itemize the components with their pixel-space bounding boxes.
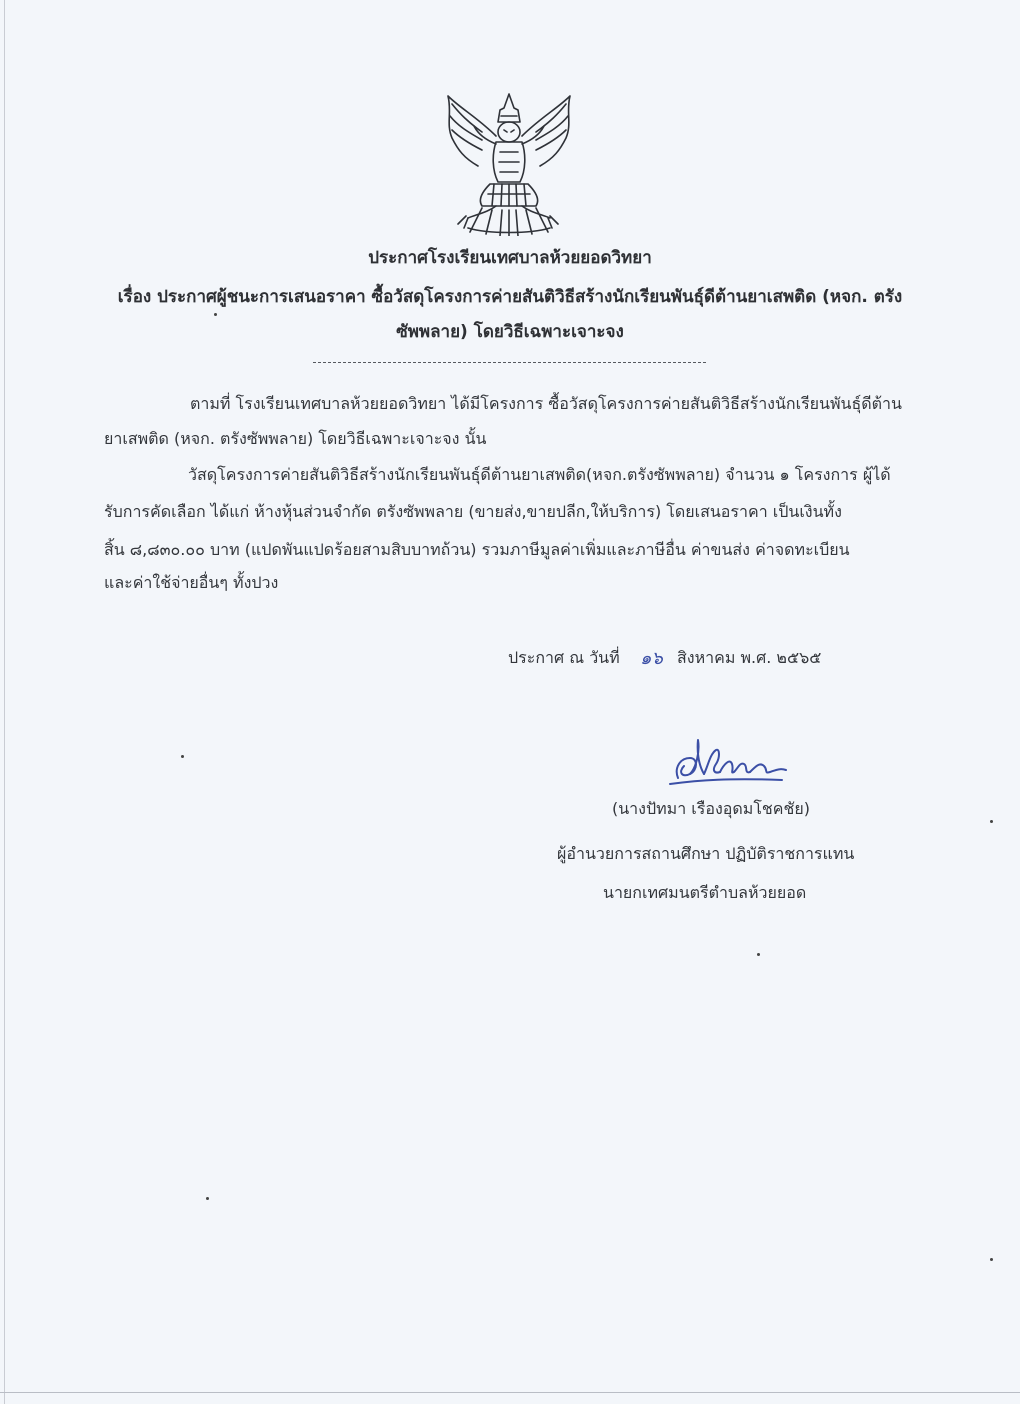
document-subject-line-1: เรื่อง ประกาศผู้ชนะการเสนอราคา ซื้อวัสดุโครงการค่ายสันติวิธีสร้างนักเรียนพันธุ์ดีต้านยาเสพติด (หจก. ตรัง — [117, 287, 903, 307]
paragraph-1-line-1: ตามที่ โรงเรียนเทศบาลห้วยยอดวิทยา ได้มีโครงการ ซื้อวัสดุโครงการค่ายสันติวิธีสร้างนักเรียนพันธุ์ดีต้าน — [190, 394, 902, 413]
date-month-year: สิงหาคม พ.ศ. ๒๕๖๕ — [677, 648, 822, 667]
paragraph-2-line-2: รับการคัดเลือก ได้แก่ ห้างหุ้นส่วนจำกัด ตรังซัพพลาย (ขายส่ง,ขายปลีก,ให้บริการ) โดยเสนอราคา เป็นเงินทั้ง — [104, 502, 842, 521]
garuda-emblem-icon — [438, 88, 580, 236]
scan-speck — [990, 1258, 993, 1261]
document-subject-line-2: ซัพพลาย) โดยวิธีเฉพาะเจาะจง — [396, 322, 624, 342]
page-edge-bottom — [0, 1392, 1020, 1393]
handwritten-signature — [660, 728, 790, 794]
signatory-name: (นางปัทมา เรืองอุดมโชคชัย) — [612, 799, 810, 818]
scan-speck — [181, 755, 184, 758]
scan-speck — [757, 953, 760, 956]
signatory-position-2: นายกเทศมนตรีตำบลห้วยยอด — [603, 883, 807, 902]
scan-speck — [206, 1197, 209, 1200]
scan-speck — [990, 820, 993, 823]
paragraph-2-line-4: และค่าใช้จ่ายอื่นๆ ทั้งปวง — [104, 573, 279, 592]
date-day-handwritten: ๑๖ — [640, 648, 663, 669]
paragraph-2-line-3: สิ้น ๘,๘๓๐.๐๐ บาท (แปดพันแปดร้อยสามสิบบาทถ้วน) รวมภาษีมูลค่าเพิ่มและภาษีอื่น ค่าขนส่ง ค่าจดทะเบียน — [104, 540, 850, 559]
date-label: ประกาศ ณ วันที่ — [508, 648, 620, 667]
dashed-divider — [313, 362, 706, 363]
signatory-position-1: ผู้อำนวยการสถานศึกษา ปฏิบัติราชการแทน — [557, 844, 855, 863]
paragraph-2-line-1: วัสดุโครงการค่ายสันติวิธีสร้างนักเรียนพันธุ์ดีต้านยาเสพติด(หจก.ตรังซัพพลาย) จำนวน ๑ โครงการ ผู้ได้ — [188, 465, 891, 484]
page-edge — [4, 0, 5, 1404]
scan-speck — [214, 313, 217, 316]
paragraph-1-line-2: ยาเสพติด (หจก. ตรังซัพพลาย) โดยวิธีเฉพาะเจาะจง นั้น — [104, 429, 487, 448]
document-title: ประกาศโรงเรียนเทศบาลห้วยยอดวิทยา — [368, 248, 652, 268]
